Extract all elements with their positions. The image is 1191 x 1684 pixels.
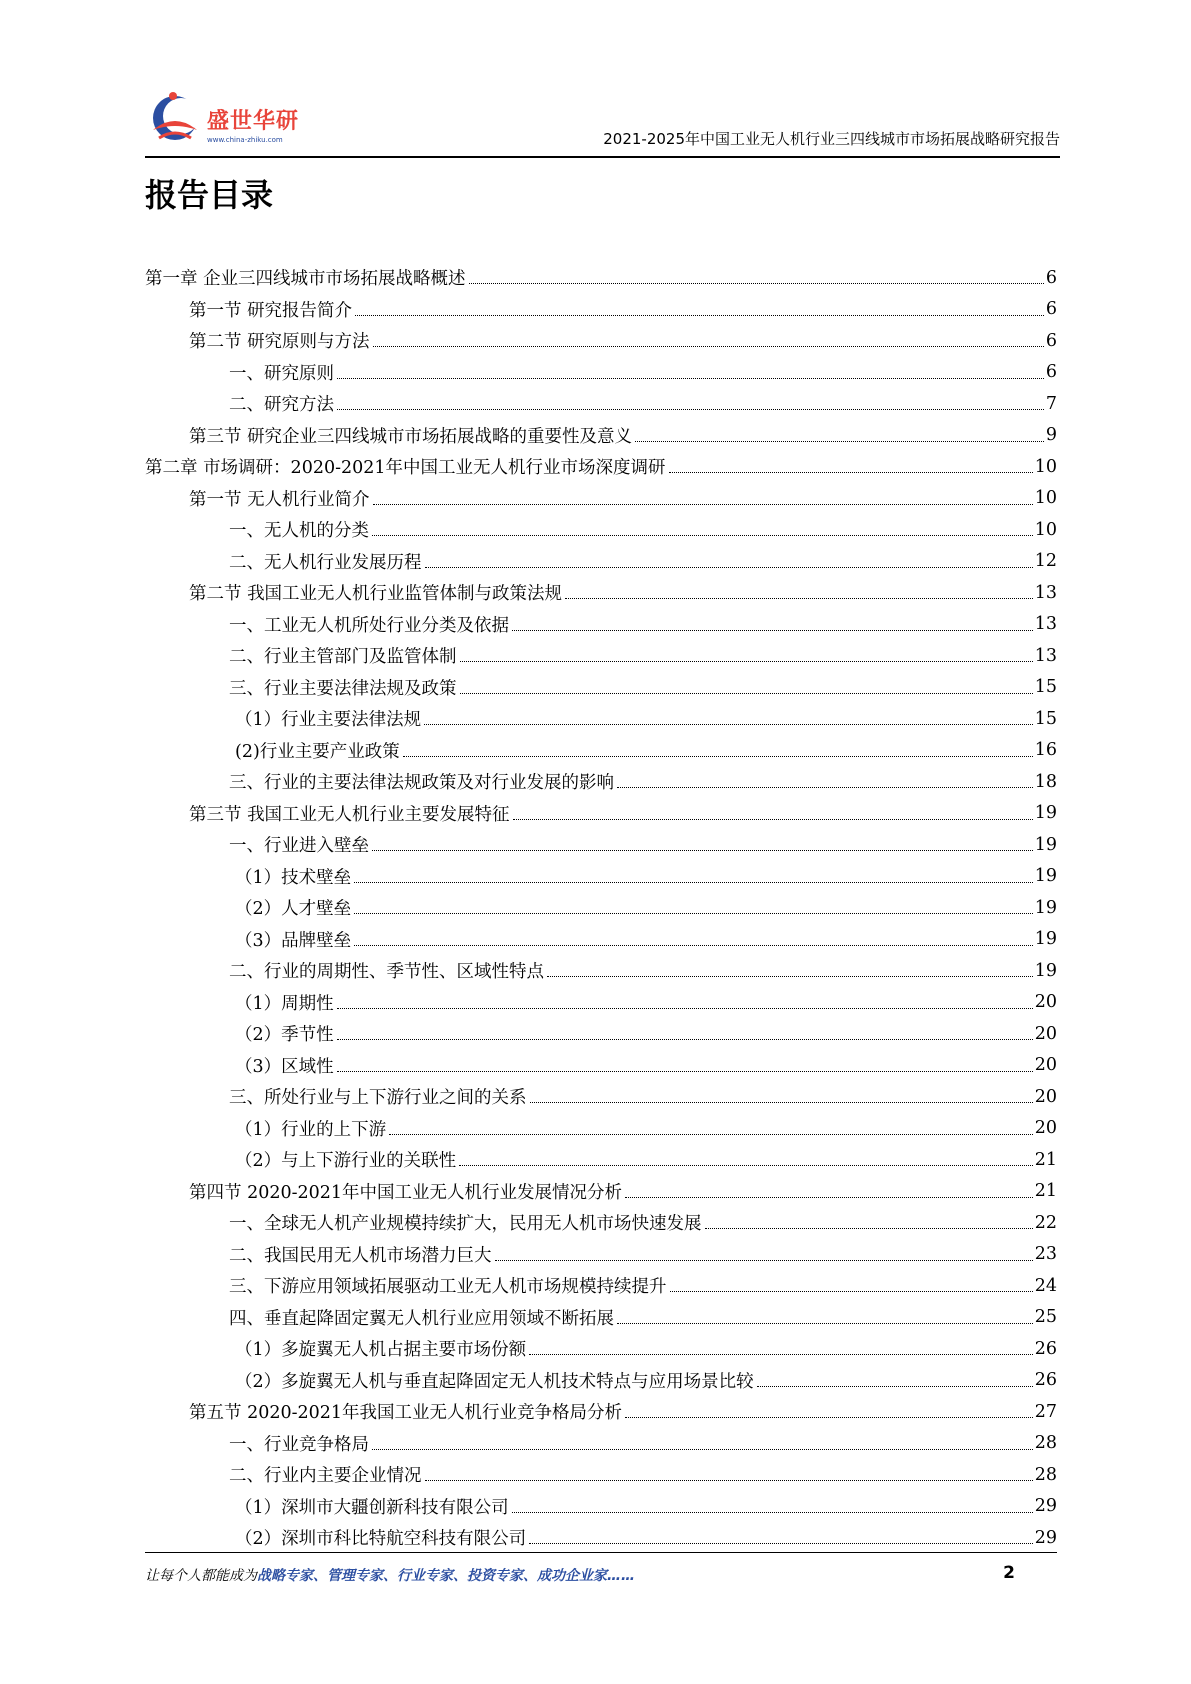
- toc-entry-label: 三、行业主要法律法规及政策: [229, 678, 457, 699]
- toc-dot-leader: [565, 598, 1033, 599]
- toc-entry[interactable]: [145, 1050, 1057, 1082]
- toc-dot-leader: [337, 378, 1044, 379]
- toc-entry[interactable]: [145, 1459, 1057, 1491]
- toc-dot-leader: [635, 441, 1044, 442]
- toc-dot-leader: [512, 630, 1033, 631]
- toc-entry-label: （2）人才壁垒: [235, 899, 352, 920]
- toc-entry-label: （1）深圳市大疆创新科技有限公司: [235, 1497, 509, 1518]
- toc-entry-page: 15: [1034, 708, 1057, 729]
- footer-slogan: [145, 1565, 635, 1585]
- toc-entry-label: 第三节 研究企业三四线城市市场拓展战略的重要性及意义: [189, 426, 633, 447]
- toc-entry[interactable]: [145, 1522, 1057, 1554]
- toc-entry[interactable]: [145, 577, 1057, 609]
- toc-entry-page: 15: [1034, 677, 1057, 698]
- toc-dot-leader: [495, 1260, 1033, 1261]
- page-header: [145, 80, 1060, 158]
- toc-entry-label: （1）周期性: [235, 993, 334, 1014]
- toc-entry-page: 18: [1034, 771, 1057, 792]
- toc-entry-page: 19: [1034, 929, 1057, 950]
- footer-divider: [145, 1552, 1057, 1553]
- toc-entry-page: 10: [1034, 488, 1057, 509]
- toc-dot-leader: [617, 1323, 1033, 1324]
- toc-entry-page: 19: [1034, 897, 1057, 918]
- toc-entry-page: 6: [1045, 267, 1057, 288]
- toc-entry-page: 6: [1045, 299, 1057, 320]
- toc-entry-page: 13: [1034, 645, 1057, 666]
- toc-entry[interactable]: [145, 1207, 1057, 1239]
- toc-entry-label: 第三节 我国工业无人机行业主要发展特征: [189, 804, 510, 825]
- toc-dot-leader: [354, 882, 1033, 883]
- toc-dot-leader: [530, 1102, 1033, 1103]
- toc-entry[interactable]: [145, 1428, 1057, 1460]
- toc-entry-label: （1）行业的上下游: [235, 1119, 387, 1140]
- toc-entry-page: 28: [1034, 1433, 1057, 1454]
- footer-slogan-emphasis: 战略专家、管理专家、行业专家、投资专家、成功企业家……: [257, 1568, 635, 1584]
- toc-dot-leader: [354, 913, 1033, 914]
- toc-entry-page: 25: [1034, 1307, 1057, 1328]
- toc-entry-label: 三、所处行业与上下游行业之间的关系: [229, 1088, 527, 1109]
- toc-dot-leader: [337, 1039, 1033, 1040]
- toc-entry[interactable]: [145, 483, 1057, 515]
- toc-dot-leader: [355, 315, 1044, 316]
- toc-entry-label: 二、行业内主要企业情况: [229, 1466, 422, 1487]
- toc-entry-label: （1）技术壁垒: [235, 867, 352, 888]
- toc-dot-leader: [372, 850, 1033, 851]
- toc-entry-page: 28: [1034, 1464, 1057, 1485]
- toc-entry-page: 13: [1034, 582, 1057, 603]
- toc-entry[interactable]: [145, 1239, 1057, 1271]
- toc-entry-page: 10: [1034, 519, 1057, 540]
- toc-entry-page: 27: [1034, 1401, 1057, 1422]
- toc-entry-label: 一、行业竞争格局: [229, 1434, 369, 1455]
- toc-dot-leader: [625, 1417, 1033, 1418]
- toc-entry-page: 20: [1034, 1118, 1057, 1139]
- toc-entry-page: 23: [1034, 1244, 1057, 1265]
- toc-entry-page: 19: [1034, 866, 1057, 887]
- toc-entry-page: 22: [1034, 1212, 1057, 1233]
- toc-entry-label: 三、下游应用领域拓展驱动工业无人机市场规模持续提升: [229, 1277, 667, 1298]
- toc-dot-leader: [372, 1449, 1033, 1450]
- toc-entry-label: 第一节 研究报告简介: [189, 300, 353, 321]
- toc-entry-label: (2)行业主要产业政策: [235, 741, 400, 762]
- toc-dot-leader: [337, 1071, 1033, 1072]
- toc-entry-page: 26: [1034, 1338, 1057, 1359]
- toc-entry-label: 第二节 研究原则与方法: [189, 332, 370, 353]
- toc-entry-page: 13: [1034, 614, 1057, 635]
- toc-entry-label: （2）与上下游行业的关联性: [235, 1151, 457, 1172]
- toc-entry[interactable]: [145, 861, 1057, 893]
- toc-dot-leader: [373, 346, 1044, 347]
- toc-entry-page: 20: [1034, 1055, 1057, 1076]
- table-of-contents: [145, 262, 1057, 1554]
- toc-entry-page: 7: [1045, 393, 1057, 414]
- toc-entry[interactable]: [145, 955, 1057, 987]
- report-title: 2021-2025年中国工业无人机行业三四线城市市场拓展战略研究报告: [603, 130, 1060, 148]
- toc-entry-page: 19: [1034, 960, 1057, 981]
- toc-entry[interactable]: [145, 672, 1057, 704]
- toc-entry-page: 26: [1034, 1370, 1057, 1391]
- toc-dot-leader: [625, 1197, 1033, 1198]
- toc-entry-label: 一、工业无人机所处行业分类及依据: [229, 615, 509, 636]
- toc-dot-leader: [389, 1134, 1033, 1135]
- toc-entry[interactable]: [145, 325, 1057, 357]
- toc-entry-label: （2）季节性: [235, 1025, 334, 1046]
- toc-entry-page: 29: [1034, 1527, 1057, 1548]
- page-footer: [145, 1565, 1015, 1589]
- toc-dot-leader: [372, 535, 1033, 536]
- page-title: 报告目录: [145, 176, 274, 214]
- toc-entry[interactable]: [145, 735, 1057, 767]
- toc-entry-page: 20: [1034, 992, 1057, 1013]
- toc-entry[interactable]: [145, 451, 1057, 483]
- toc-dot-leader: [337, 1008, 1033, 1009]
- toc-entry[interactable]: [145, 1144, 1057, 1176]
- toc-entry-page: 9: [1045, 425, 1057, 446]
- toc-entry[interactable]: [145, 514, 1057, 546]
- toc-dot-leader: [424, 724, 1033, 725]
- toc-entry-page: 16: [1034, 740, 1057, 761]
- toc-entry-label: （2）多旋翼无人机与垂直起降固定无人机技术特点与应用场景比较: [235, 1371, 754, 1392]
- toc-dot-leader: [460, 693, 1033, 694]
- toc-dot-leader: [425, 1480, 1033, 1481]
- toc-entry[interactable]: [145, 294, 1057, 326]
- toc-dot-leader: [705, 1228, 1033, 1229]
- toc-entry-label: 一、行业进入壁垒: [229, 836, 369, 857]
- toc-entry[interactable]: [145, 262, 1057, 294]
- toc-entry-page: 19: [1034, 803, 1057, 824]
- toc-entry[interactable]: [145, 640, 1057, 672]
- toc-entry[interactable]: [145, 1396, 1057, 1428]
- toc-entry-label: 一、研究原则: [229, 363, 334, 384]
- toc-entry-label: 一、无人机的分类: [229, 521, 369, 542]
- toc-entry[interactable]: [145, 703, 1057, 735]
- toc-entry-label: 二、行业主管部门及监管体制: [229, 647, 457, 668]
- toc-entry-label: （3）品牌壁垒: [235, 930, 352, 951]
- footer-slogan-prefix: 让每个人都能成为: [145, 1568, 257, 1584]
- toc-dot-leader: [669, 472, 1033, 473]
- toc-entry[interactable]: [145, 357, 1057, 389]
- toc-entry[interactable]: [145, 609, 1057, 641]
- toc-dot-leader: [373, 504, 1033, 505]
- toc-entry-page: 6: [1045, 362, 1057, 383]
- toc-entry-label: 四、垂直起降固定翼无人机行业应用领域不断拓展: [229, 1308, 614, 1329]
- toc-entry-label: 二、研究方法: [229, 395, 334, 416]
- toc-dot-leader: [469, 283, 1044, 284]
- toc-entry-label: （2）深圳市科比特航空科技有限公司: [235, 1529, 527, 1550]
- toc-dot-leader: [403, 756, 1033, 757]
- toc-entry-label: 第五节 2020-2021年我国工业无人机行业竞争格局分析: [189, 1403, 623, 1424]
- toc-entry-page: 21: [1034, 1149, 1057, 1170]
- toc-entry-page: 24: [1034, 1275, 1057, 1296]
- toc-entry[interactable]: [145, 892, 1057, 924]
- logo-mark-icon: [145, 88, 205, 148]
- toc-dot-leader: [547, 976, 1033, 977]
- toc-entry-label: 第四节 2020-2021年中国工业无人机行业发展情况分析: [189, 1182, 623, 1203]
- toc-dot-leader: [670, 1291, 1033, 1292]
- toc-dot-leader: [529, 1354, 1033, 1355]
- logo-name: 盛世华研: [207, 109, 300, 134]
- toc-entry-page: 10: [1034, 456, 1057, 477]
- logo: [145, 84, 325, 152]
- toc-entry-label: （3）区域性: [235, 1056, 334, 1077]
- toc-entry[interactable]: [145, 798, 1057, 830]
- toc-entry-label: 三、行业的主要法律法规政策及对行业发展的影响: [229, 773, 614, 794]
- toc-entry-page: 6: [1045, 330, 1057, 351]
- toc-dot-leader: [354, 945, 1033, 946]
- toc-dot-leader: [513, 819, 1033, 820]
- toc-entry-page: 21: [1034, 1181, 1057, 1202]
- toc-entry[interactable]: [145, 1018, 1057, 1050]
- toc-entry-label: 第二章 市场调研：2020-2021年中国工业无人机行业市场深度调研: [145, 458, 666, 479]
- toc-dot-leader: [337, 409, 1044, 410]
- toc-entry-page: 12: [1034, 551, 1057, 572]
- toc-entry[interactable]: [145, 766, 1057, 798]
- toc-entry[interactable]: [145, 924, 1057, 956]
- toc-entry-page: 20: [1034, 1086, 1057, 1107]
- toc-entry[interactable]: [145, 420, 1057, 452]
- toc-entry[interactable]: [145, 829, 1057, 861]
- toc-dot-leader: [425, 567, 1033, 568]
- toc-entry-label: 第一节 无人机行业简介: [189, 489, 370, 510]
- toc-entry-label: 第二节 我国工业无人机行业监管体制与政策法规: [189, 584, 563, 605]
- toc-entry-label: 二、我国民用无人机市场潜力巨大: [229, 1245, 492, 1266]
- toc-entry-label: （1）行业主要法律法规: [235, 710, 422, 731]
- toc-dot-leader: [757, 1386, 1033, 1387]
- toc-entry[interactable]: [145, 1113, 1057, 1145]
- toc-entry[interactable]: [145, 1491, 1057, 1523]
- toc-entry-label: 一、全球无人机产业规模持续扩大，民用无人机市场快速发展: [229, 1214, 702, 1235]
- toc-entry[interactable]: [145, 1176, 1057, 1208]
- toc-dot-leader: [617, 787, 1033, 788]
- toc-entry[interactable]: [145, 1333, 1057, 1365]
- toc-entry-label: 第一章 企业三四线城市市场拓展战略概述: [145, 269, 466, 290]
- logo-url: www.china-zhiku.com: [207, 136, 283, 144]
- toc-entry-page: 19: [1034, 834, 1057, 855]
- toc-entry[interactable]: [145, 1302, 1057, 1334]
- toc-dot-leader: [512, 1512, 1033, 1513]
- toc-entry-label: 二、行业的周期性、季节性、区域性特点: [229, 962, 544, 983]
- toc-entry-label: 二、无人机行业发展历程: [229, 552, 422, 573]
- page-number: 2: [1003, 1563, 1015, 1583]
- toc-entry[interactable]: [145, 546, 1057, 578]
- toc-entry-page: 20: [1034, 1023, 1057, 1044]
- toc-entry-page: 29: [1034, 1496, 1057, 1517]
- toc-entry[interactable]: [145, 1270, 1057, 1302]
- toc-entry[interactable]: [145, 987, 1057, 1019]
- toc-dot-leader: [459, 1165, 1033, 1166]
- header-divider: [145, 156, 1060, 158]
- toc-dot-leader: [529, 1543, 1033, 1544]
- toc-dot-leader: [460, 661, 1033, 662]
- toc-entry[interactable]: [145, 1081, 1057, 1113]
- toc-entry[interactable]: [145, 388, 1057, 420]
- toc-entry-label: （1）多旋翼无人机占据主要市场份额: [235, 1340, 527, 1361]
- toc-entry[interactable]: [145, 1365, 1057, 1397]
